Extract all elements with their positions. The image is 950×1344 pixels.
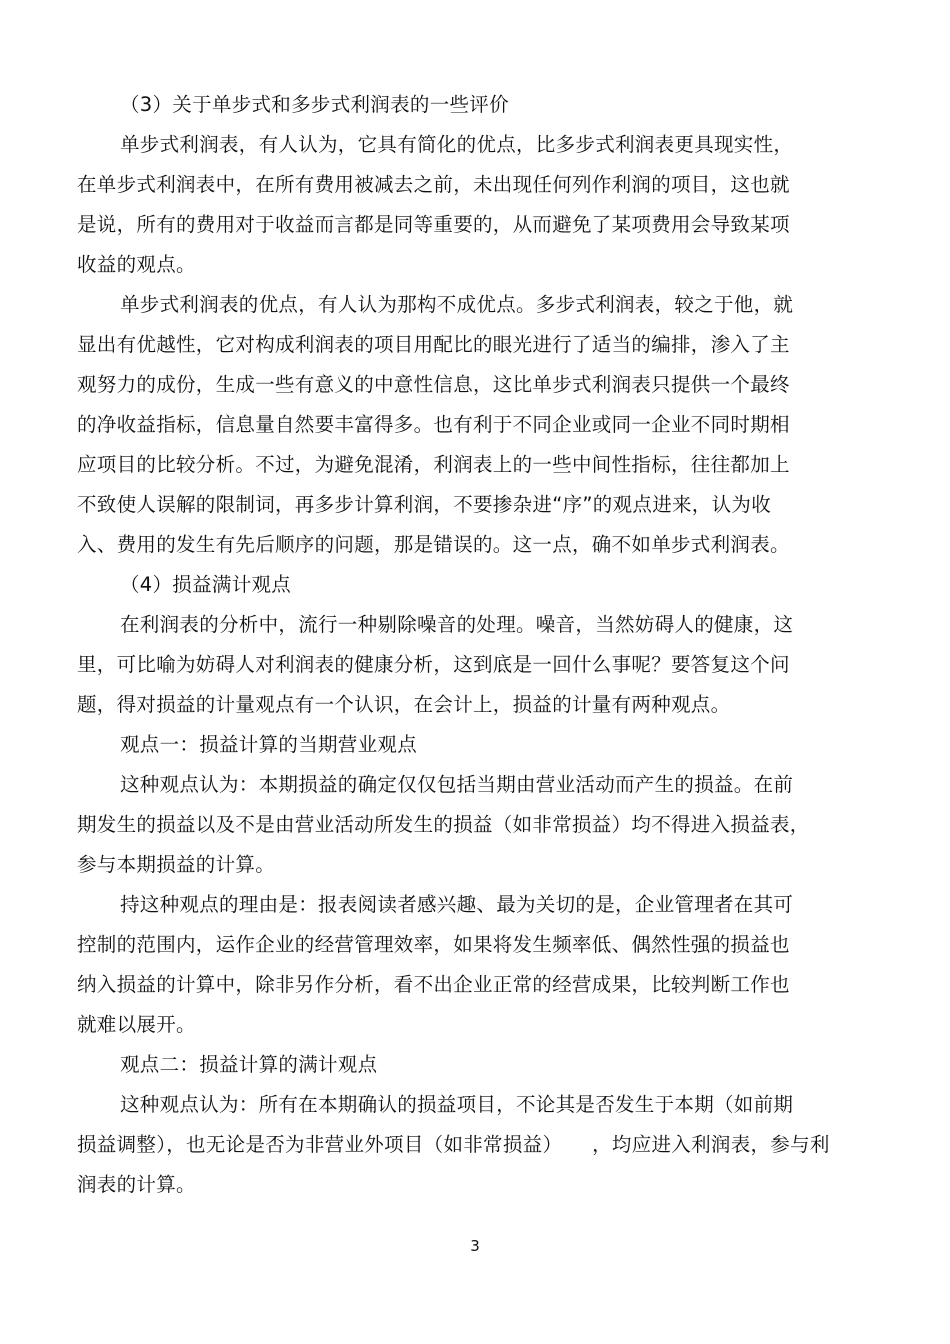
paragraph-line: 显出有优越性，它对构成利润表的项目用配比的眼光进行了适当的编排，渗入了主 bbox=[77, 333, 790, 356]
viewpoint-one-heading: 观点一：损益计算的当期营业观点 bbox=[120, 733, 418, 756]
paragraph-line: 不致使人误解的限制词，再多步计算利润，不要掺杂进“序”的观点进来，认为收 bbox=[77, 493, 772, 516]
paragraph-line: 控制的范围内，运作企业的经营管理效率，如果将发生频率低、偶然性强的损益也 bbox=[77, 933, 790, 956]
viewpoint-two-heading: 观点二：损益计算的满计观点 bbox=[120, 1053, 378, 1076]
paragraph-line: 观努力的成份，生成一些有意义的中意性信息，这比单步式利润表只提供一个最终 bbox=[77, 373, 790, 396]
paragraph-line: 是说，所有的费用对于收益而言都是同等重要的，从而避免了某项费用会导致某项 bbox=[77, 213, 790, 236]
section-heading-4: （4）损益满计观点 bbox=[120, 573, 292, 596]
page-number: 3 bbox=[470, 1237, 480, 1255]
paragraph-line: 参与本期损益的计算。 bbox=[77, 853, 276, 876]
paragraph-line: 这种观点认为：所有在本期确认的损益项目，不论其是否发生于本期（如前期 bbox=[120, 1093, 794, 1116]
paragraph-line: 单步式利润表的优点，有人认为那构不成优点。多步式利润表，较之于他，就 bbox=[120, 293, 794, 316]
paragraph-line: 的净收益指标，信息量自然要丰富得多。也有利于不同企业或同一企业不同时期相 bbox=[77, 413, 790, 436]
paragraph-line: 入、费用的发生有先后顺序的问题，那是错误的。这一点，确不如单步式利润表。 bbox=[77, 533, 790, 556]
paragraph-line: 应项目的比较分析。不过，为避免混淆，利润表上的一些中间性指标，往往都加上 bbox=[77, 453, 790, 476]
paragraph-line: 题，得对损益的计量观点有一个认识，在会计上，损益的计量有两种观点。 bbox=[77, 693, 731, 716]
paragraph-line: 单步式利润表，有人认为，它具有简化的优点，比多步式利润表更具现实性， bbox=[120, 133, 794, 156]
paragraph-line: 润表的计算。 bbox=[77, 1173, 196, 1196]
paragraph-line: 持这种观点的理由是：报表阅读者感兴趣、最为关切的是，企业管理者在其可 bbox=[120, 893, 794, 916]
paragraph-line: 在单步式利润表中，在所有费用被减去之前，未出现任何列作利润的项目，这也就 bbox=[77, 173, 790, 196]
paragraph-line: 这种观点认为：本期损益的确定仅仅包括当期由营业活动而产生的损益。在前 bbox=[120, 773, 794, 796]
paragraph-line: 里，可比喻为妨碍人对利润表的健康分析，这到底是一回什么事呢？要答复这个问 bbox=[77, 653, 790, 676]
paragraph-line: 损益调整），也无论是否为非营业外项目（如非常损益） ，均应进入利润表，参与利 bbox=[77, 1133, 830, 1156]
paragraph-line: 就难以展开。 bbox=[77, 1013, 196, 1036]
paragraph-line: 收益的观点。 bbox=[77, 253, 196, 276]
paragraph-line: 期发生的损益以及不是由营业活动所发生的损益（如非常损益）均不得进入损益表， bbox=[77, 813, 810, 836]
section-heading-3: （3）关于单步式和多步式利润表的一些评价 bbox=[120, 93, 509, 116]
paragraph-line: 纳入损益的计算中，除非另作分析，看不出企业正常的经营成果，比较判断工作也 bbox=[77, 973, 790, 996]
paragraph-line: 在利润表的分析中，流行一种剔除噪音的处理。噪音，当然妨碍人的健康，这 bbox=[120, 613, 794, 636]
